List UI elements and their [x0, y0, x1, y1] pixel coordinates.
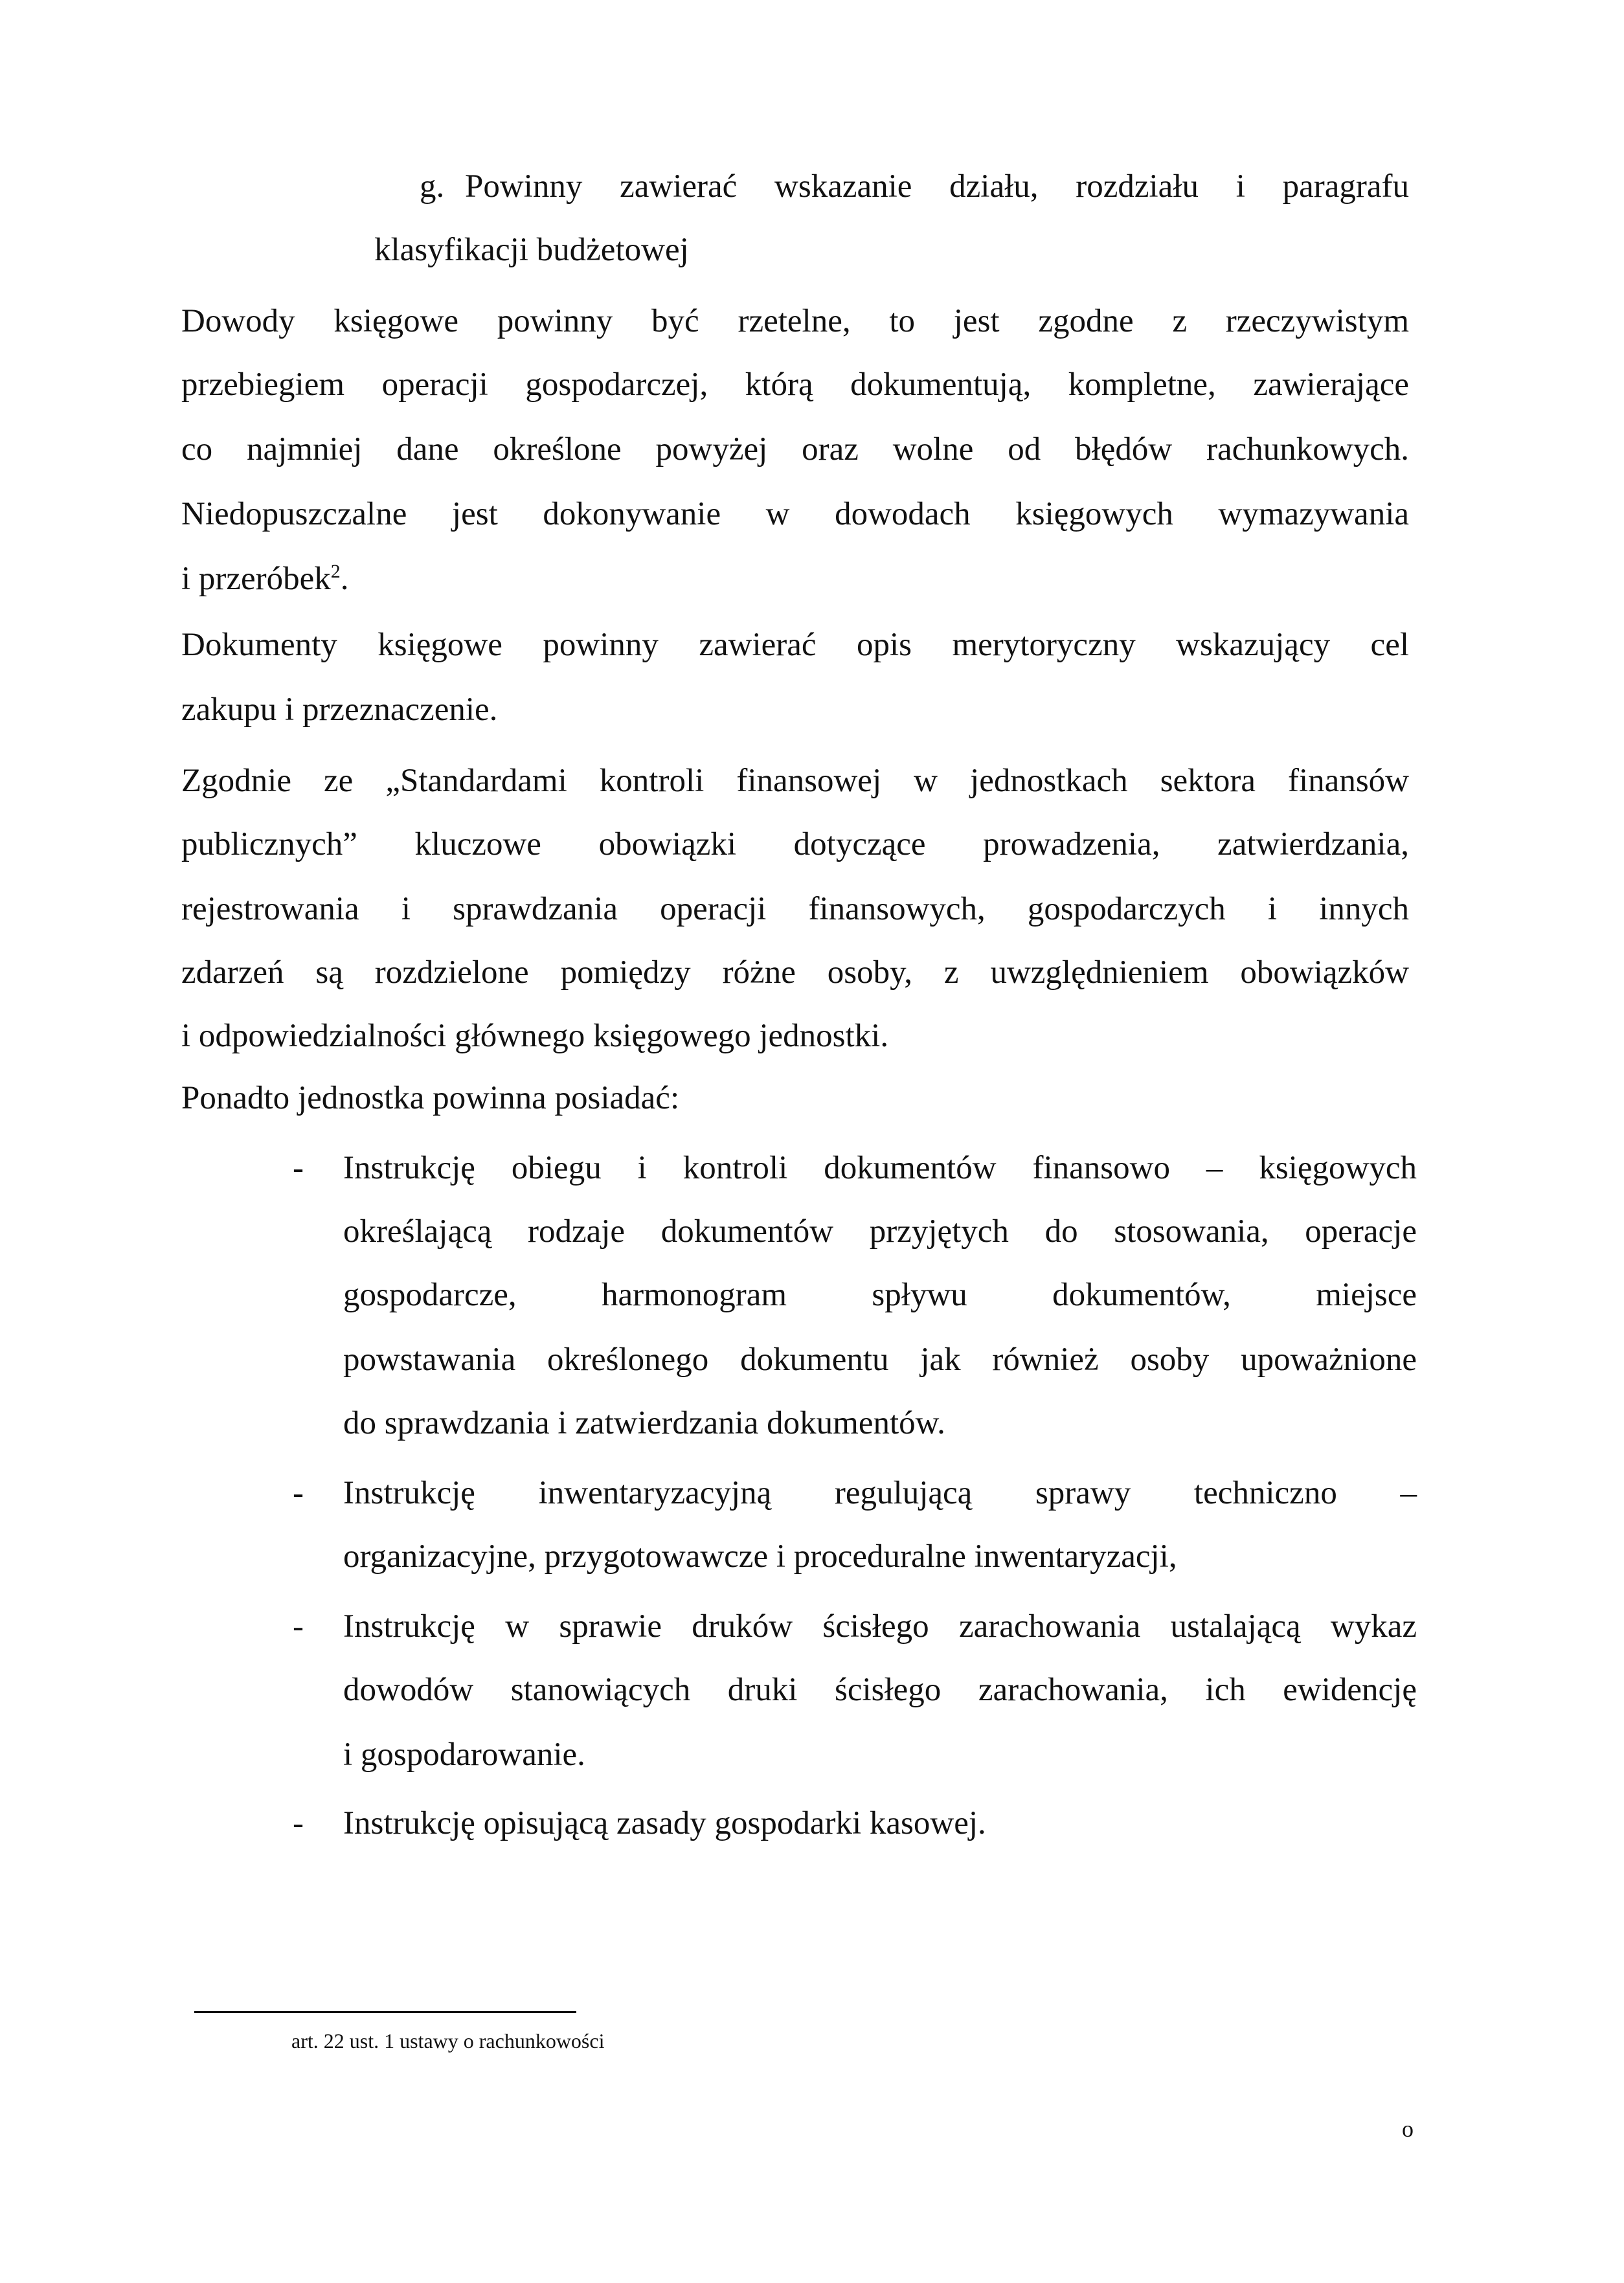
- list-item-line: Instrukcję opisującą zasady gospodarki kasowej.: [343, 1805, 986, 1841]
- paragraph-line: Dowody księgowe powinny być rzetelne, to jest zgodne z rzeczywistym: [181, 303, 1409, 339]
- list-item-line: i gospodarowanie.: [343, 1737, 585, 1773]
- list-dash: -: [293, 1475, 304, 1511]
- list-dash: -: [293, 1608, 304, 1645]
- list-item-line: Instrukcję obiegu i kontroli dokumentów finansowo – księgowych: [343, 1150, 1417, 1186]
- paragraph-line: Niedopuszczalne jest dokonywanie w dowodach księgowych wymazywania: [181, 496, 1409, 532]
- paragraph-line: [181, 559, 349, 598]
- page-number: o: [1402, 2116, 1414, 2142]
- paragraph-text: i przeróbek: [181, 561, 331, 597]
- list-item-line: gospodarcze, harmonogram spływu dokumentów, miejsce: [343, 1277, 1417, 1313]
- list-dash: -: [293, 1805, 304, 1841]
- list-item-line: Instrukcję inwentaryzacyjną regulującą sprawy techniczno –: [343, 1475, 1417, 1511]
- list-item-line: organizacyjne, przygotowawcze i proceduralne inwentaryzacji,: [343, 1538, 1177, 1575]
- list-dash: -: [293, 1150, 304, 1186]
- footnote-reference: 2: [330, 561, 341, 582]
- footnote-separator: [194, 2011, 576, 2013]
- paragraph-line: co najmniej dane określone powyżej oraz wolne od błędów rachunkowych.: [181, 431, 1409, 467]
- paragraph-line: Dokumenty księgowe powinny zawierać opis merytoryczny wskazujący cel: [181, 627, 1409, 663]
- list-item-line: powstawania określonego dokumentu jak również osoby upoważnione: [343, 1342, 1417, 1378]
- paragraph-line: i odpowiedzialności głównego księgowego jednostki.: [181, 1018, 889, 1054]
- paragraph-line: Ponadto jednostka powinna posiadać:: [181, 1080, 680, 1116]
- list-item-line: do sprawdzania i zatwierdzania dokumentów.: [343, 1405, 945, 1441]
- item-g-line-1: Powinny zawierać wskazanie działu, rozdziału i paragrafu: [465, 168, 1409, 205]
- item-g-line-2: klasyfikacji budżetowej: [374, 232, 689, 268]
- paragraph-line: publicznych” kluczowe obowiązki dotyczące prowadzenia, zatwierdzania,: [181, 826, 1409, 862]
- footnote: art. 22 ust. 1 ustawy o rachunkowości: [291, 2029, 605, 2052]
- paragraph-line: przebiegiem operacji gospodarczej, którą dokumentują, kompletne, zawierające: [181, 366, 1409, 403]
- paragraph-line: zdarzeń są rozdzielone pomiędzy różne osoby, z uwzględnieniem obowiązków: [181, 954, 1409, 991]
- list-item-line: określającą rodzaje dokumentów przyjętych do stosowania, operacje: [343, 1213, 1417, 1250]
- list-item-line: dowodów stanowiących druki ścisłego zarachowania, ich ewidencję: [343, 1672, 1417, 1708]
- paragraph-period: .: [340, 561, 349, 597]
- list-marker-g: g.: [420, 168, 445, 205]
- paragraph-line: zakupu i przeznaczenie.: [181, 692, 498, 728]
- list-item-line: Instrukcję w sprawie druków ścisłego zarachowania ustalającą wykaz: [343, 1608, 1417, 1645]
- paragraph-line: Zgodnie ze „Standardami kontroli finansowej w jednostkach sektora finansów: [181, 763, 1409, 799]
- paragraph-line: rejestrowania i sprawdzania operacji finansowych, gospodarczych i innych: [181, 891, 1409, 927]
